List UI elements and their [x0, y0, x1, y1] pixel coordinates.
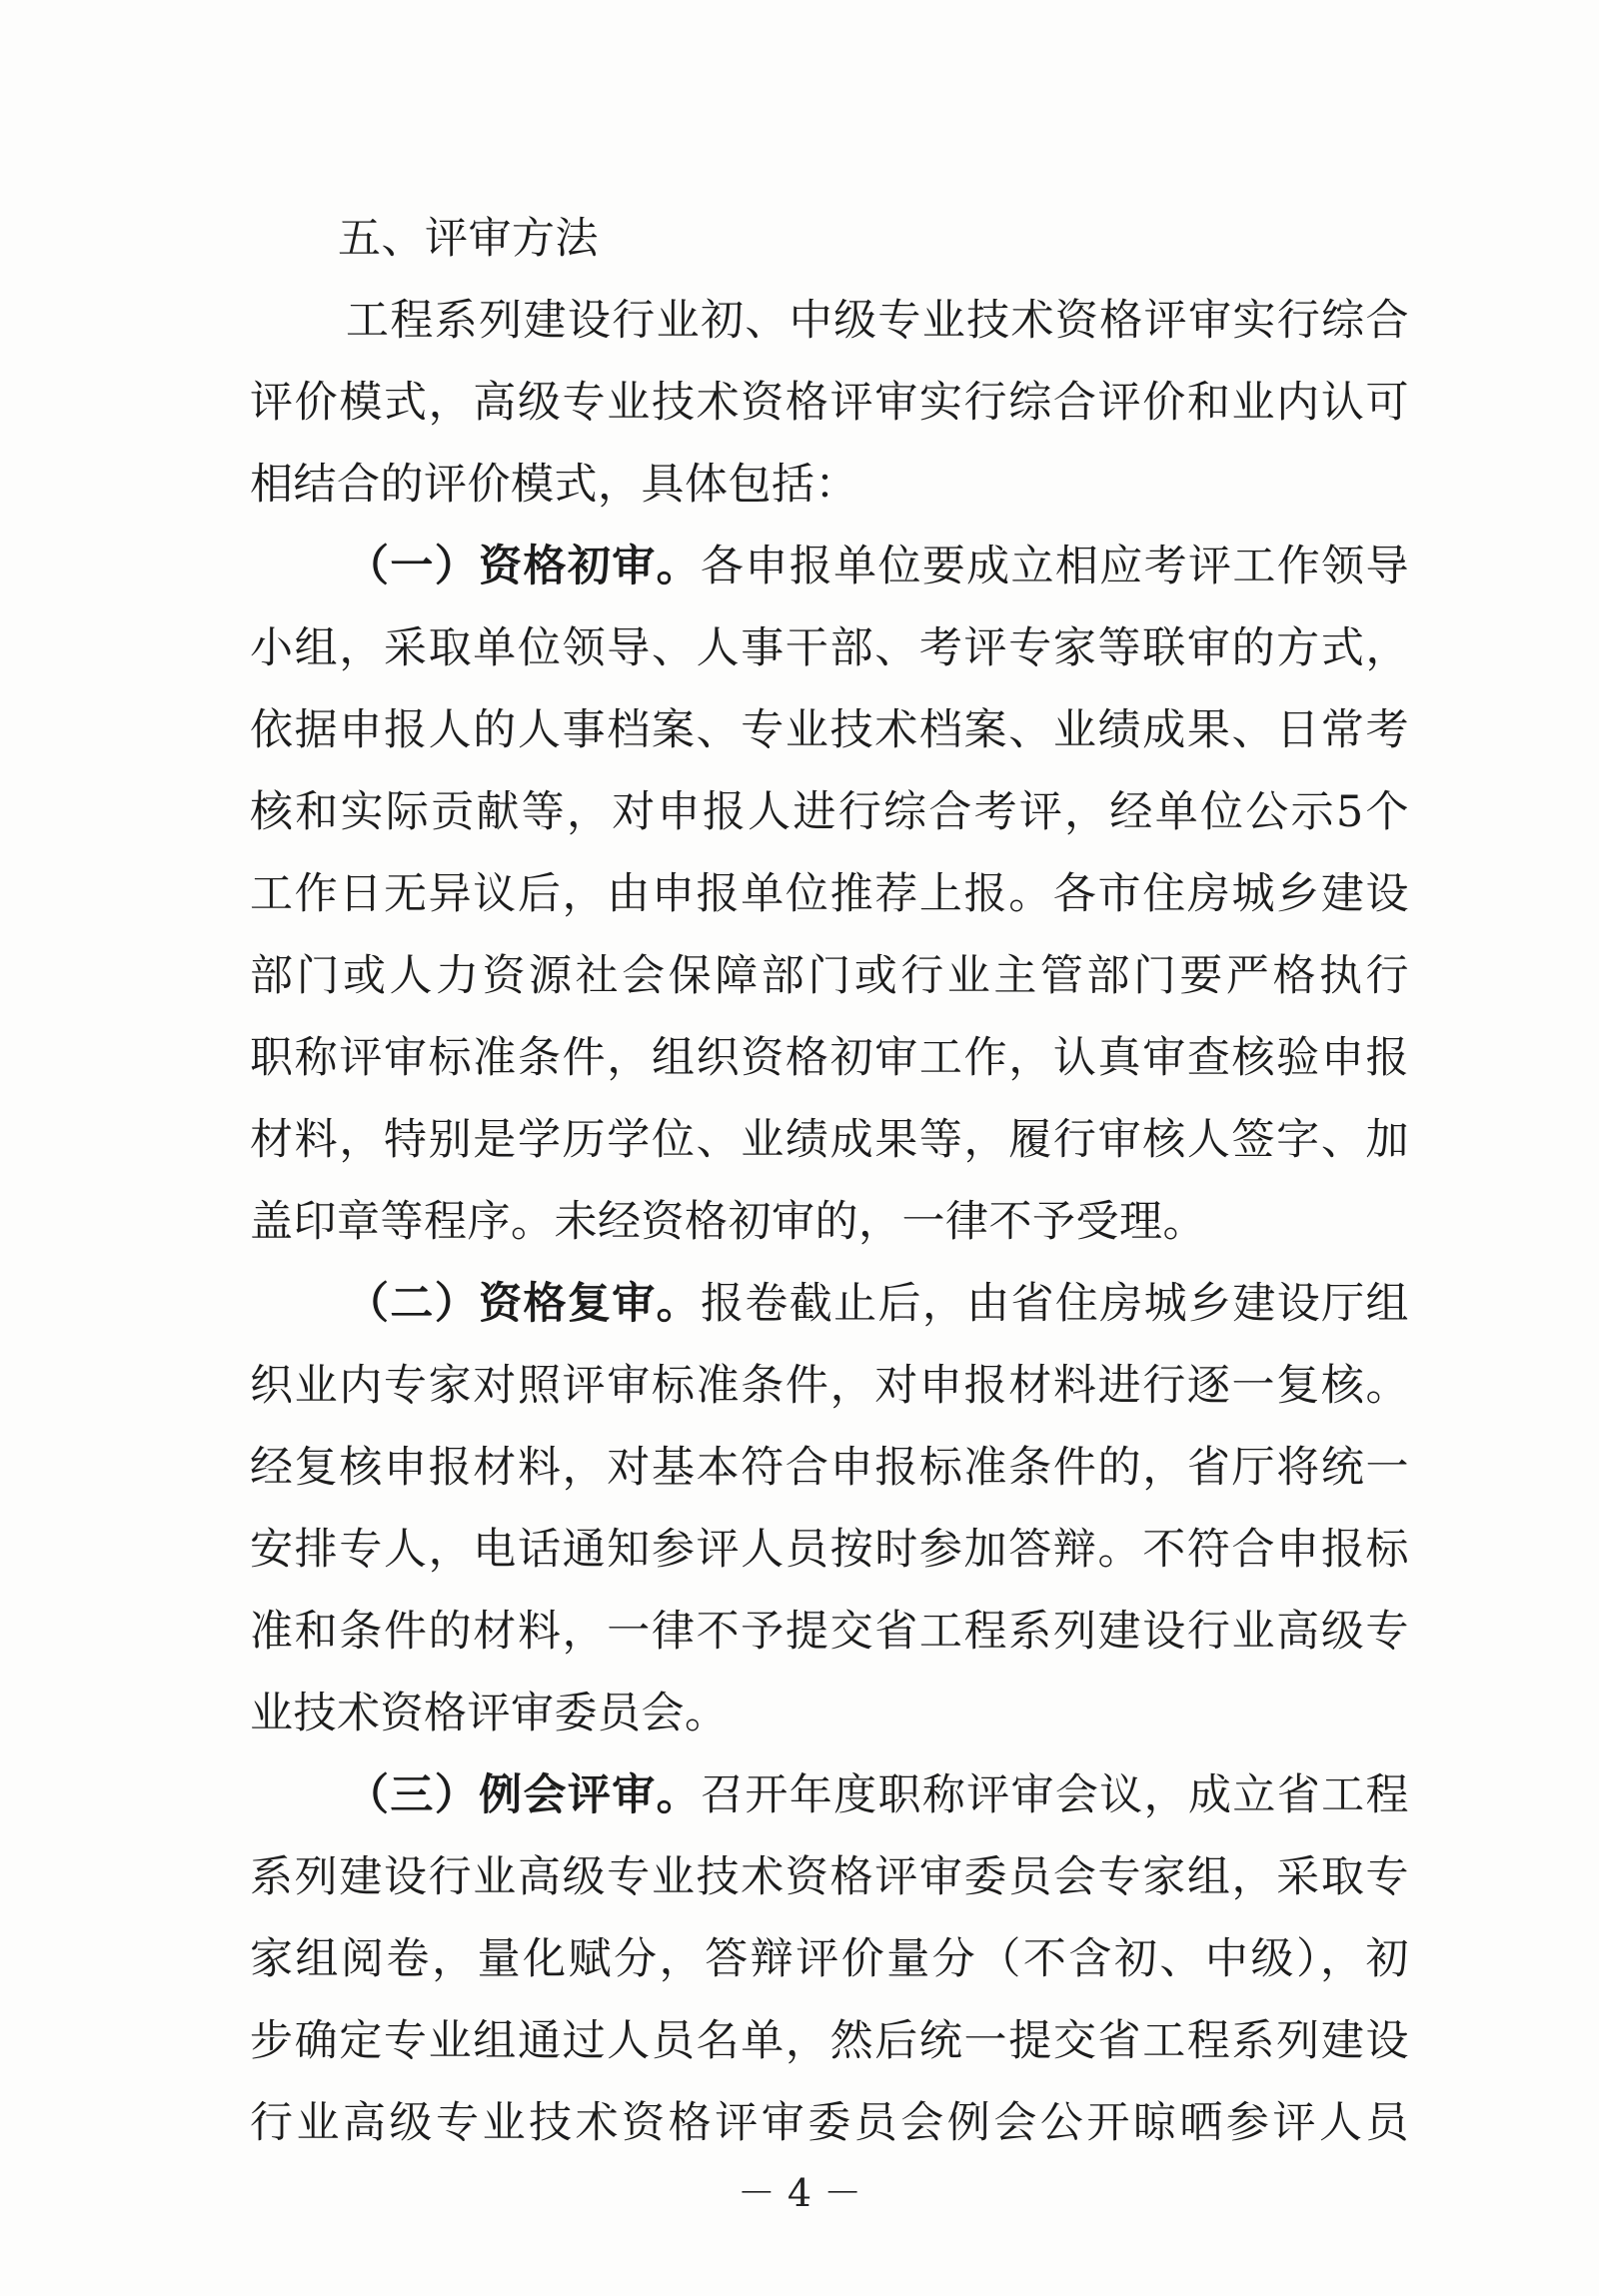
section2-title: （二）资格复审。 — [346, 1279, 701, 1329]
section3-first-line — [250, 1754, 1409, 1836]
section3-line: 系列建设行业高级专业技术资格评审委员会专家组，采取专 — [250, 1852, 1409, 1902]
document-body — [250, 198, 1409, 2164]
section1-line: 小组，采取单位领导、人事干部、考评专家等联审的方式， — [250, 623, 1409, 673]
section2-line: 织业内专家对照评审标准条件，对申报材料进行逐一复核。 — [250, 1361, 1409, 1411]
section1-line: 材料，特别是学历学位、业绩成果等，履行审核人签字、加 — [250, 1115, 1409, 1165]
section1-line: 部门或人力资源社会保障部门或行业主管部门要严格执行 — [250, 951, 1409, 1001]
section3-title: （三）例会评审。 — [346, 1770, 701, 1820]
section2-line: 经复核申报材料，对基本符合申报标准条件的，省厅将统一 — [250, 1443, 1409, 1493]
section-heading: 五、评审方法 — [338, 214, 599, 264]
page-number: － 4 － — [737, 2171, 862, 2215]
section1-line: 盖印章等程序。未经资格初审的，一律不予受理。 — [250, 1197, 1206, 1247]
section2-line: 业技术资格评审委员会。 — [250, 1689, 729, 1738]
section1-line: 职称评审标准条件，组织资格初审工作，认真审查核验申报 — [250, 1033, 1409, 1083]
section2-line: 准和条件的材料，一律不予提交省工程系列建设行业高级专 — [250, 1607, 1409, 1657]
section1-title: （一）资格初审。 — [346, 542, 701, 591]
section1-first-text: 各申报单位要成立相应考评工作领导 — [700, 542, 1410, 591]
section2-first-text: 报卷截止后，由省住房城乡建设厅组 — [700, 1279, 1410, 1329]
intro-line: 工程系列建设行业初、中级专业技术资格评审实行综合 — [346, 296, 1409, 346]
section3-first-text: 召开年度职称评审会议，成立省工程 — [700, 1770, 1410, 1820]
section2-first-line — [250, 1263, 1409, 1345]
intro-line: 相结合的评价模式，具体包括： — [250, 460, 858, 510]
section1-line: 工作日无异议后，由申报单位推荐上报。各市住房城乡建设 — [250, 869, 1409, 919]
section1-line: 核和实际贡献等，对申报人进行综合考评，经单位公示5个 — [250, 787, 1409, 837]
intro-line: 评价模式，高级专业技术资格评审实行综合评价和业内认可 — [250, 378, 1409, 428]
section3-line: 行业高级专业技术资格评审委员会例会公开晾晒参评人员 — [250, 2098, 1409, 2148]
section2-line: 安排专人，电话通知参评人员按时参加答辩。不符合申报标 — [250, 1525, 1409, 1575]
section3-line: 步确定专业组通过人员名单，然后统一提交省工程系列建设 — [250, 2016, 1409, 2066]
section1-line: 依据申报人的人事档案、专业技术档案、业绩成果、日常考 — [250, 705, 1409, 755]
section3-line: 家组阅卷，量化赋分，答辩评价量分（不含初、中级），初 — [250, 1934, 1409, 1984]
section1-first-line — [250, 526, 1409, 607]
